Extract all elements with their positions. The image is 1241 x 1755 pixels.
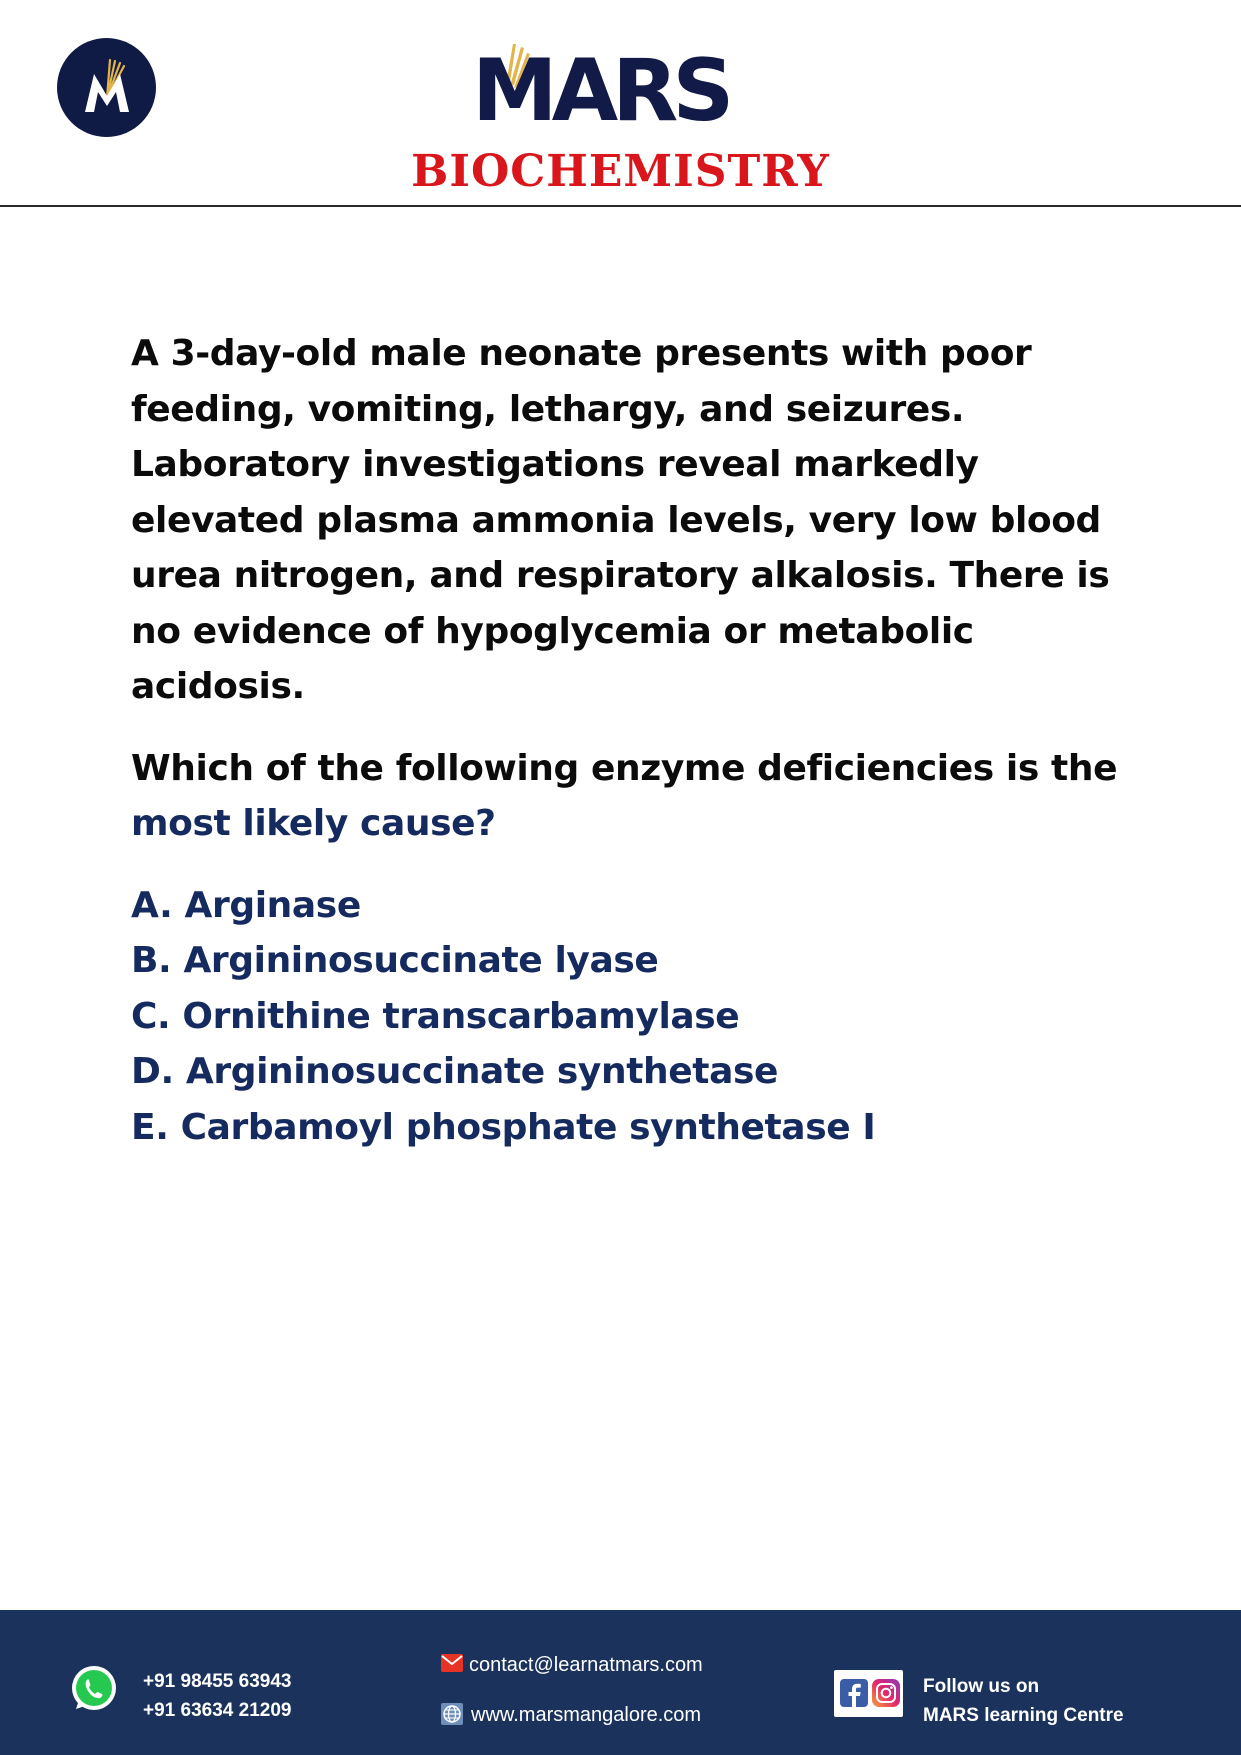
phone-number-1[interactable]: +91 98455 63943: [143, 1671, 292, 1692]
option-a[interactable]: A. Arginase: [131, 884, 361, 926]
facebook-icon[interactable]: [840, 1679, 868, 1707]
social-icons: [834, 1670, 903, 1717]
contact-email[interactable]: contact@learnatmars.com: [469, 1654, 703, 1676]
option-c[interactable]: C. Ornithine transcarbamylase: [131, 995, 740, 1037]
follow-line-1: Follow us on: [923, 1676, 1040, 1697]
question-prompt-part2: most likely cause?: [131, 803, 496, 844]
phone-number-2[interactable]: +91 63634 21209: [143, 1700, 292, 1721]
question-prompt: [131, 741, 1151, 852]
question-prompt-part1: Which of the following enzyme deficiencies is the: [131, 747, 1118, 789]
brand-logo: [472, 38, 729, 141]
option-b[interactable]: B. Argininosuccinate lyase: [131, 940, 659, 981]
option-d[interactable]: D. Argininosuccinate synthetase: [131, 1051, 779, 1092]
footer: [0, 1610, 1241, 1755]
header-divider: [0, 205, 1241, 207]
answer-options: [131, 878, 1151, 1156]
question-card: [131, 326, 1151, 1155]
corner-logo: [57, 38, 156, 137]
m-monogram-icon: [57, 38, 156, 137]
follow-line-2[interactable]: MARS learning Centre: [923, 1705, 1124, 1726]
whatsapp-icon[interactable]: [68, 1663, 120, 1715]
option-e[interactable]: E. Carbamoyl phosphate synthetase I: [131, 1106, 876, 1148]
globe-icon: [440, 1702, 464, 1726]
mail-icon: [440, 1653, 464, 1673]
follow-us-text: [923, 1672, 1124, 1730]
brand-wordmark: MARS: [472, 41, 729, 141]
website-link[interactable]: www.marsmangalore.com: [471, 1704, 702, 1726]
question-stem: A 3-day-old male neonate presents with poor feeding, vomiting, lethargy, and seizures. Laboratory investigations reveal markedly elevated plasma ammonia levels, very low blood urea nitrogen, and respiratory alkalosis. There is no evidence of hypoglycemia or metabolic acidosis.: [131, 333, 1110, 707]
subject-title: BIOCHEMISTRY: [411, 146, 830, 197]
contact-phones: [143, 1667, 291, 1725]
instagram-icon[interactable]: [872, 1679, 900, 1707]
